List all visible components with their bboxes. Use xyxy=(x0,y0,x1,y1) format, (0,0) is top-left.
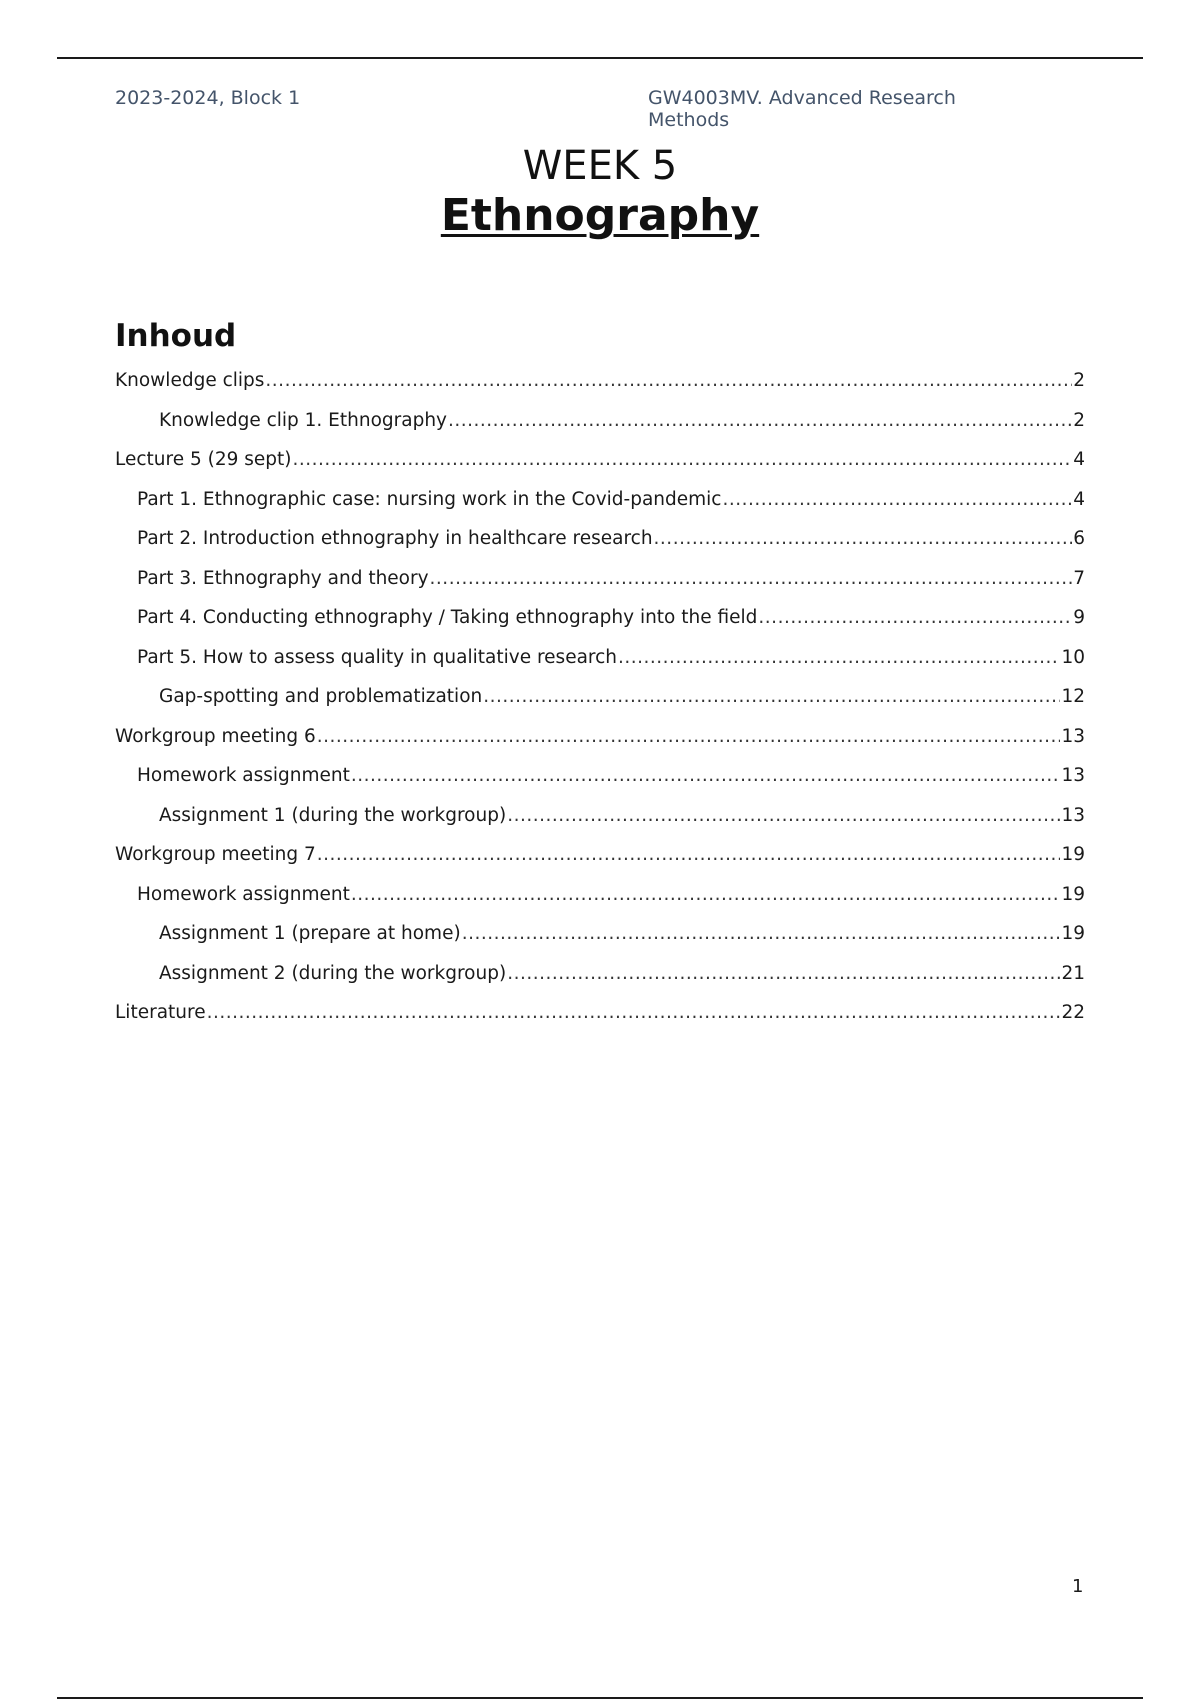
toc-entry-label: Part 1. Ethnographic case: nursing work in the Covid-pandemic xyxy=(137,488,722,510)
toc-dot-leader xyxy=(293,449,1073,470)
toc-entry-label: Assignment 1 (during the workgroup) xyxy=(159,804,507,826)
toc-entry[interactable] xyxy=(115,884,1085,924)
toc-entry[interactable] xyxy=(115,528,1085,568)
toc-entry[interactable] xyxy=(115,647,1085,687)
header-term: 2023-2024, Block 1 xyxy=(115,87,301,109)
toc-entry-label: Gap-spotting and problematization xyxy=(159,686,483,707)
toc-dot-leader xyxy=(448,410,1072,431)
toc-entry-label: Workgroup meeting 6 xyxy=(115,725,316,747)
toc-entry[interactable] xyxy=(115,923,1085,963)
toc-entry[interactable] xyxy=(115,410,1085,450)
toc-entry[interactable] xyxy=(115,607,1085,647)
toc-entry[interactable] xyxy=(115,726,1085,766)
toc-entry-page: 19 xyxy=(1061,883,1085,905)
toc-dot-leader xyxy=(758,607,1072,628)
toc-entry[interactable] xyxy=(115,844,1085,884)
toc-entry-label: Knowledge clip 1. Ethnography xyxy=(159,409,447,431)
toc-entry-page: 13 xyxy=(1061,765,1085,786)
top-rule xyxy=(57,57,1143,59)
toc-entry-page: 12 xyxy=(1061,686,1085,707)
toc-dot-leader xyxy=(265,370,1072,391)
toc-entry-label: Part 4. Conducting ethnography / Taking ethnography into the field xyxy=(137,607,758,628)
toc-entry-page: 7 xyxy=(1073,567,1085,589)
toc-entry-label: Lecture 5 (29 sept) xyxy=(115,449,292,470)
toc-entry-page: 21 xyxy=(1061,962,1085,984)
toc-heading: Inhoud xyxy=(115,318,237,354)
topic-title: Ethnography xyxy=(440,190,760,241)
toc-entry-page: 10 xyxy=(1061,646,1085,668)
toc-entry-label: Workgroup meeting 7 xyxy=(115,844,316,865)
toc-entry-page: 2 xyxy=(1073,370,1085,391)
toc-dot-leader xyxy=(507,963,1060,984)
toc-entry-page: 19 xyxy=(1061,844,1085,865)
toc-entry-page: 13 xyxy=(1061,804,1085,826)
toc-entry-page: 2 xyxy=(1073,409,1085,431)
toc-entry[interactable] xyxy=(115,370,1085,410)
table-of-contents xyxy=(115,370,1085,1042)
toc-entry-page: 4 xyxy=(1073,488,1085,510)
toc-entry[interactable] xyxy=(115,568,1085,608)
toc-dot-leader xyxy=(507,805,1060,826)
toc-entry[interactable] xyxy=(115,686,1085,726)
page-header xyxy=(115,87,1030,131)
toc-dot-leader xyxy=(654,528,1073,549)
toc-entry-label: Knowledge clips xyxy=(115,370,265,391)
toc-dot-leader xyxy=(483,686,1060,707)
toc-entry-label: Homework assignment xyxy=(137,883,350,905)
toc-dot-leader xyxy=(430,568,1073,589)
toc-entry-page: 13 xyxy=(1061,725,1085,747)
header-course: GW4003MV. Advanced Research Methods xyxy=(648,87,956,131)
toc-dot-leader xyxy=(317,726,1061,747)
toc-entry[interactable] xyxy=(115,1002,1085,1042)
toc-entry[interactable] xyxy=(115,489,1085,529)
toc-entry-label: Part 3. Ethnography and theory xyxy=(137,567,429,589)
toc-entry-page: 9 xyxy=(1073,607,1085,628)
toc-dot-leader xyxy=(722,489,1072,510)
toc-entry-label: Part 2. Introduction ethnography in healthcare research xyxy=(137,528,653,549)
toc-dot-leader xyxy=(351,765,1061,786)
bottom-rule xyxy=(57,1697,1143,1699)
toc-dot-leader xyxy=(618,647,1060,668)
toc-entry[interactable] xyxy=(115,765,1085,805)
toc-entry-page: 4 xyxy=(1073,449,1085,470)
toc-entry-label: Homework assignment xyxy=(137,765,350,786)
toc-dot-leader xyxy=(317,844,1061,865)
week-title: WEEK 5 xyxy=(522,143,678,189)
toc-entry[interactable] xyxy=(115,449,1085,489)
toc-dot-leader xyxy=(351,884,1061,905)
toc-entry-label: Literature xyxy=(115,1002,206,1023)
toc-dot-leader xyxy=(462,923,1061,944)
page-number: 1 xyxy=(1072,1576,1084,1597)
toc-entry-label: Part 5. How to assess quality in qualitative research xyxy=(137,646,618,668)
toc-entry-page: 22 xyxy=(1061,1002,1085,1023)
toc-entry-page: 6 xyxy=(1073,528,1085,549)
toc-entry-label: Assignment 2 (during the workgroup) xyxy=(159,962,507,984)
toc-entry[interactable] xyxy=(115,963,1085,1003)
toc-dot-leader xyxy=(207,1002,1061,1023)
toc-entry[interactable] xyxy=(115,805,1085,845)
toc-entry-label: Assignment 1 (prepare at home) xyxy=(159,923,461,944)
title-block xyxy=(0,142,1200,242)
toc-entry-page: 19 xyxy=(1061,923,1085,944)
